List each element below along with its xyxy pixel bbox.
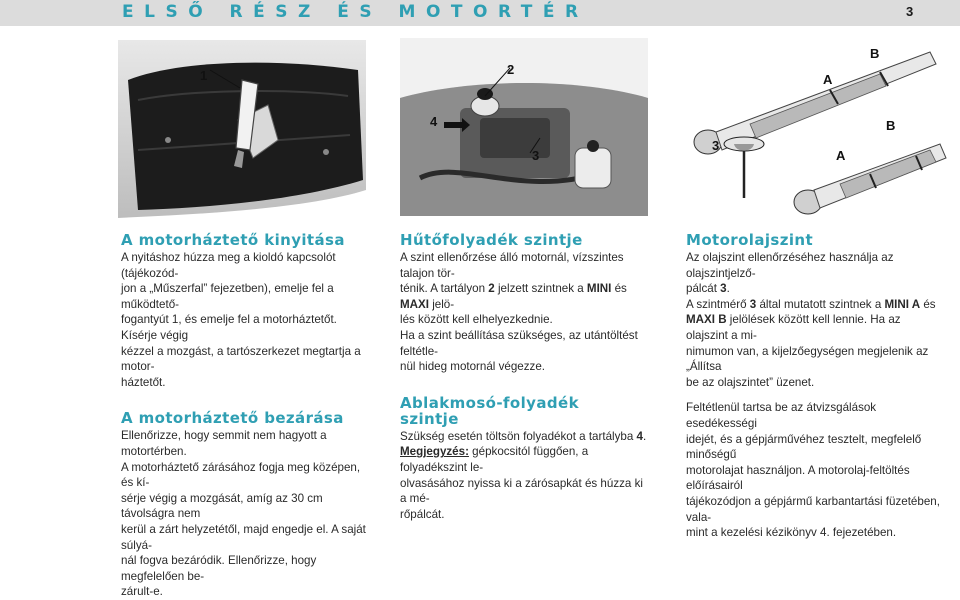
text-line: olvasásához nyissa ki a zárósapkát és húzza ki a mé-	[400, 476, 643, 506]
text-line: nül hideg motornál végezze.	[400, 360, 546, 374]
text-line: motorolajat használjon. A motorolaj-feltöltés előírásairól	[686, 463, 910, 493]
text-line: sérje végig a mozgását, amíg az 30 cm távolságra nem	[121, 491, 323, 521]
text-line: Megjegyzés: gépkocsitól függően, a folyadékszint le-	[400, 445, 589, 474]
text-line: mint a kezelési kézikönyv 4. fejezetében.	[686, 526, 897, 540]
text-line: háztetőt.	[121, 375, 166, 389]
callout-1: 1	[200, 68, 208, 83]
text-line: pálcát 3.	[686, 282, 730, 296]
hood-release-illustration	[118, 40, 366, 218]
engine-bay-illustration	[400, 38, 648, 216]
text-line: Feltétlenül tartsa be az átvizsgálások esedékességi	[686, 401, 877, 430]
page-number: 3	[906, 4, 914, 19]
page-header	[0, 0, 960, 26]
dipstick-illustration	[680, 38, 952, 220]
column-coolant	[400, 232, 650, 522]
callout-3: 3	[532, 148, 540, 163]
text-line: Az olajszint ellenőrzéséhez használja az olajszintjelző-	[686, 251, 894, 280]
heading-hood-open: A motorháztető kinyitása	[121, 231, 345, 249]
text-line: Ha a szint beállítása szükséges, az utántöltést feltétle-	[400, 328, 638, 358]
callout-max-b-top: B	[870, 46, 880, 61]
heading-hood-close: A motorháztető bezárása	[121, 409, 344, 428]
text-line: jon a „Műszerfal” fejezetben), emelje fel a működtető-	[121, 282, 334, 311]
heading-washer-fluid: Ablakmosó-folyadék	[400, 393, 579, 412]
section-title: ELSŐ RÉSZ ÉS MOTORTÉR	[122, 2, 589, 22]
text-line: rőpálcát.	[400, 507, 445, 521]
text-line: tájékozódjon a gépjármű karbantartási füzetében, vala-	[686, 494, 940, 524]
text-line: A motorháztető zárásához fogja meg középen, és kí-	[121, 460, 361, 490]
heading-oil-level: Motorolajszint	[686, 231, 814, 249]
text-line: nál fogva bezáródik. Ellenőrizze, hogy megfelelően be-	[121, 554, 317, 583]
text-line: Ellenőrizze, hogy semmit nem hagyott a motortérben.	[121, 429, 327, 458]
text-line: ténik. A tartályon 2 jelzett szintnek a MINI és MAXI jelö-	[400, 282, 627, 311]
column-oil	[686, 232, 944, 541]
heading-coolant: Hűtőfolyadék szintje	[400, 231, 583, 249]
text-line: Szükség esetén töltsön folyadékot a tartályba 4.	[400, 429, 647, 443]
text-line: lés között kell elhelyezkednie.	[400, 313, 553, 327]
text-line: A nyitáshoz húzza meg a kioldó kapcsolót (tájékozód-	[121, 251, 336, 280]
column-hood	[121, 232, 371, 600]
text-line: fogantyút 1, és emelje fel a motorháztetőt. Kísérje végig	[121, 313, 337, 342]
text-line: nimumon van, a kijelzőegységen megjelenik az „Állítsa	[686, 344, 929, 374]
text-line: MAXI B jelölések között kell lennie. Ha az olajszint a mi-	[686, 313, 901, 342]
callout-mini-a-bottom: A	[836, 148, 846, 163]
heading-washer-fluid-2: szintje	[400, 409, 459, 428]
text-line: A szintmérő 3 által mutatott szintnek a MINI A és	[686, 297, 936, 311]
callout-4: 4	[430, 114, 438, 129]
text-line: A szint ellenőrzése álló motornál, vízszintes talajon tör-	[400, 251, 624, 280]
callout-max-b-bottom: B	[886, 118, 896, 133]
callout-2: 2	[507, 62, 515, 77]
text-line: kerül a zárt helyzetétől, majd engedje el. A saját súlyá-	[121, 522, 366, 552]
callout-mini-a-top: A	[823, 72, 833, 87]
text-line: idejét, és a gépjárművéhez tesztelt, megfelelő minőségű	[686, 432, 922, 462]
text-line: be az olajszintet” üzenet.	[686, 375, 815, 389]
callout-3-dipstick: 3	[712, 138, 720, 153]
text-line: kézzel a mozgást, a tartószerkezet megtartja a motor-	[121, 344, 361, 374]
text-line: zárult-e.	[121, 585, 163, 599]
